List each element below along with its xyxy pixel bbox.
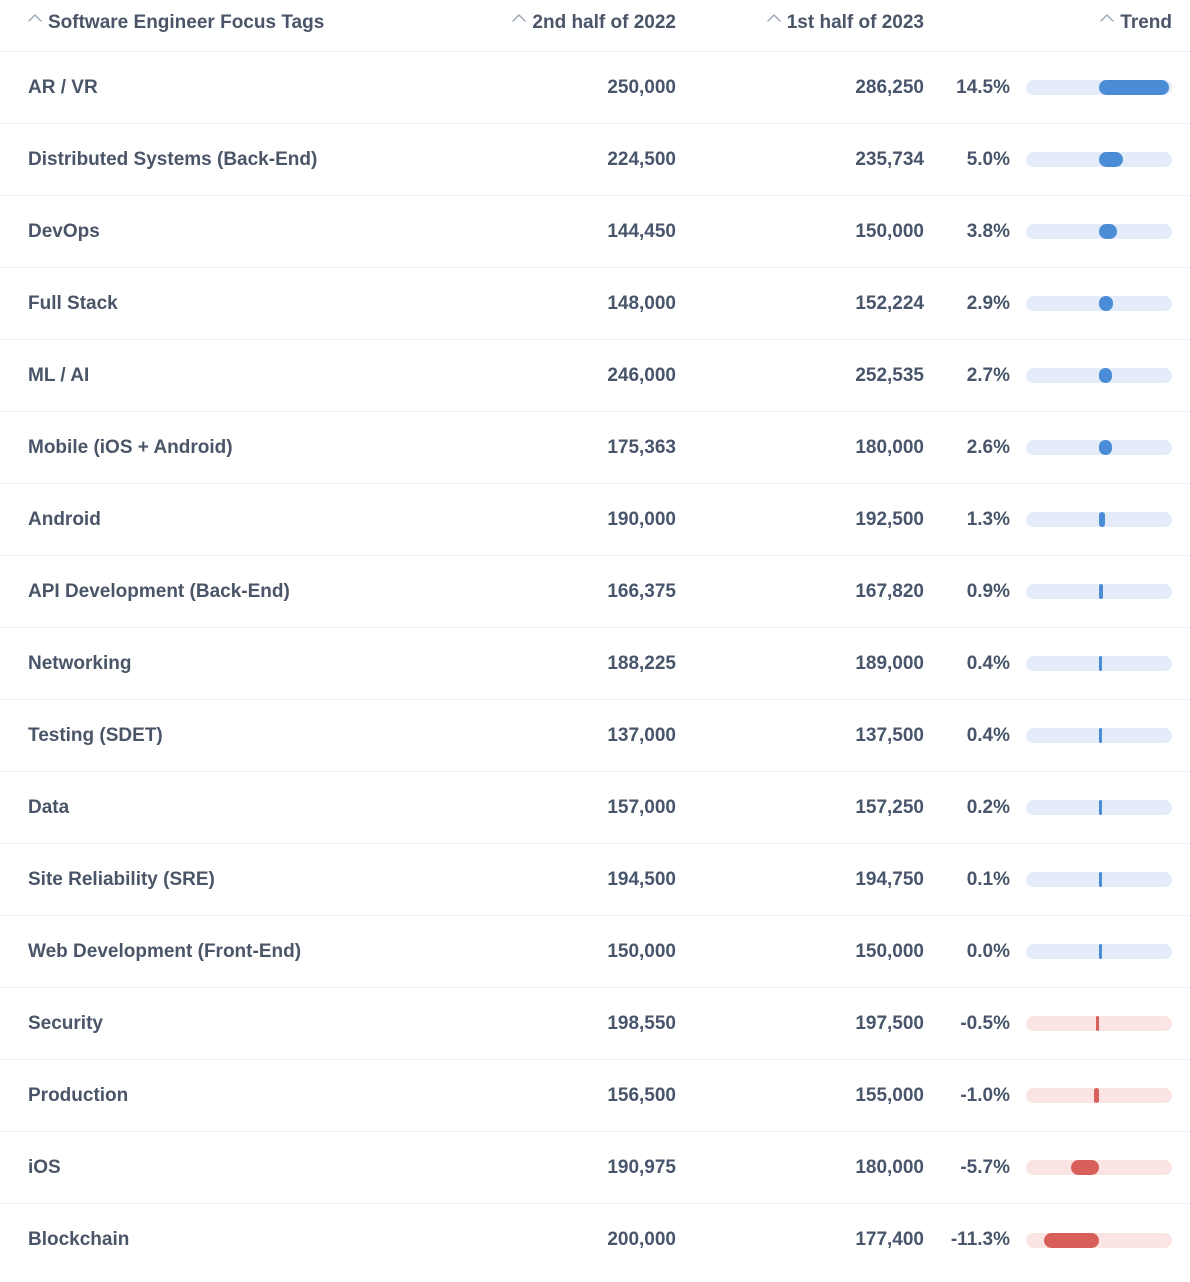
trend-bar-fill — [1099, 440, 1112, 455]
cell-h1-2023: 137,500 — [855, 724, 924, 746]
cell-trend — [924, 437, 1172, 459]
column-header-h2-2022-label: 2nd half of 2022 — [532, 12, 676, 33]
cell-h1-2023: 167,820 — [855, 580, 924, 602]
trend-bar-fill — [1099, 512, 1105, 527]
trend-bar — [1026, 440, 1172, 455]
cell-focus-tag: Distributed Systems (Back-End) — [28, 148, 318, 170]
trend-bar-fill — [1094, 1088, 1099, 1103]
cell-focus-tag: ML / AI — [28, 364, 90, 386]
trend-bar-fill — [1099, 224, 1117, 239]
trend-percent: 0.0% — [966, 940, 1010, 962]
trend-percent: 0.4% — [966, 652, 1010, 674]
cell-focus-tag: Data — [28, 796, 70, 818]
cell-h1-2023: 150,000 — [855, 940, 924, 962]
trend-bar-fill — [1099, 80, 1169, 95]
cell-h2-2022: 150,000 — [607, 940, 676, 962]
trend-bar — [1026, 1088, 1172, 1103]
cell-h1-2023: 252,535 — [855, 364, 924, 386]
cell-trend — [924, 149, 1172, 171]
trend-percent: 0.4% — [966, 724, 1010, 746]
cell-h2-2022: 198,550 — [607, 1012, 676, 1034]
cell-h2-2022: 166,375 — [607, 580, 676, 602]
table-row[interactable] — [0, 52, 1190, 124]
cell-focus-tag: Blockchain — [28, 1229, 130, 1250]
table-row[interactable] — [0, 916, 1190, 988]
column-header-trend[interactable] — [924, 0, 1172, 34]
cell-trend — [924, 581, 1172, 603]
cell-h2-2022: 137,000 — [607, 724, 676, 746]
sort-ascending-icon[interactable] — [512, 13, 526, 22]
table-row[interactable] — [0, 484, 1190, 556]
trend-bar-fill — [1071, 1160, 1099, 1175]
trend-bar — [1026, 944, 1172, 959]
cell-h1-2023: 177,400 — [855, 1229, 924, 1250]
sort-ascending-icon[interactable] — [1100, 13, 1114, 22]
table-row[interactable] — [0, 268, 1190, 340]
column-header-h2-2022[interactable] — [428, 0, 676, 34]
trend-bar-fill — [1099, 584, 1103, 599]
cell-h1-2023: 180,000 — [855, 1156, 924, 1178]
cell-h2-2022: 175,363 — [607, 436, 676, 458]
trend-percent: 14.5% — [956, 76, 1010, 98]
trend-bar — [1026, 80, 1172, 95]
sort-ascending-icon[interactable] — [28, 13, 42, 22]
cell-h2-2022: 157,000 — [607, 796, 676, 818]
trend-bar — [1026, 1016, 1172, 1031]
cell-trend — [924, 653, 1172, 675]
cell-h2-2022: 188,225 — [607, 652, 676, 674]
trend-percent: 2.7% — [966, 364, 1010, 386]
cell-h1-2023: 192,500 — [855, 508, 924, 530]
cell-h1-2023: 150,000 — [855, 220, 924, 242]
trend-bar-fill — [1099, 152, 1123, 167]
trend-bar — [1026, 1160, 1172, 1175]
table-row[interactable] — [0, 988, 1190, 1060]
cell-trend — [924, 293, 1172, 315]
trend-bar — [1026, 152, 1172, 167]
cell-h2-2022: 144,450 — [607, 220, 676, 242]
trend-bar — [1026, 296, 1172, 311]
cell-trend — [924, 1229, 1172, 1251]
cell-h1-2023: 189,000 — [855, 652, 924, 674]
trend-percent: 3.8% — [966, 220, 1010, 242]
cell-focus-tag: Mobile (iOS + Android) — [28, 436, 233, 458]
cell-trend — [924, 941, 1172, 963]
trend-percent: -11.3% — [950, 1229, 1010, 1250]
trend-bar — [1026, 368, 1172, 383]
table-row[interactable] — [0, 556, 1190, 628]
trend-percent: 0.9% — [966, 580, 1010, 602]
table-row[interactable] — [0, 772, 1190, 844]
table-row[interactable] — [0, 412, 1190, 484]
cell-trend — [924, 221, 1172, 243]
trend-percent: 1.3% — [966, 508, 1010, 530]
trend-bar — [1026, 656, 1172, 671]
cell-trend — [924, 365, 1172, 387]
table-row[interactable] — [0, 196, 1190, 268]
cell-h2-2022: 250,000 — [607, 76, 676, 98]
trend-bar-fill — [1044, 1233, 1099, 1248]
sort-ascending-icon[interactable] — [767, 13, 781, 22]
cell-focus-tag: iOS — [28, 1156, 61, 1178]
cell-h2-2022: 190,000 — [607, 508, 676, 530]
table-row[interactable] — [0, 1132, 1190, 1204]
cell-h2-2022: 156,500 — [607, 1084, 676, 1106]
trend-bar-fill — [1096, 1016, 1099, 1031]
cell-h2-2022: 246,000 — [607, 364, 676, 386]
trend-percent: -5.7% — [960, 1156, 1010, 1178]
cell-trend — [924, 509, 1172, 531]
cell-focus-tag: Testing (SDET) — [28, 724, 163, 746]
cell-focus-tag: Full Stack — [28, 292, 118, 314]
trend-bar-fill — [1099, 800, 1102, 815]
cell-trend — [924, 869, 1172, 891]
table-row[interactable] — [0, 340, 1190, 412]
trend-bar-fill — [1099, 872, 1102, 887]
cell-focus-tag: Networking — [28, 652, 132, 674]
trend-bar-fill — [1099, 296, 1113, 311]
cell-h1-2023: 157,250 — [855, 796, 924, 818]
cell-h1-2023: 235,734 — [855, 148, 924, 170]
cell-trend — [924, 725, 1172, 747]
cell-focus-tag: Web Development (Front-End) — [28, 940, 302, 962]
cell-focus-tag: Security — [28, 1012, 103, 1034]
trend-bar — [1026, 584, 1172, 599]
table-row[interactable] — [0, 700, 1190, 772]
cell-h2-2022: 200,000 — [607, 1229, 676, 1250]
cell-trend — [924, 797, 1172, 819]
trend-bar — [1026, 512, 1172, 527]
cell-trend — [924, 1157, 1172, 1179]
column-header-focus-tags-label: Software Engineer Focus Tags — [48, 12, 325, 33]
cell-focus-tag: AR / VR — [28, 76, 98, 98]
cell-h1-2023: 194,750 — [855, 868, 924, 890]
trend-percent: 2.6% — [966, 436, 1010, 458]
trend-bar — [1026, 872, 1172, 887]
cell-h1-2023: 155,000 — [855, 1084, 924, 1106]
trend-bar — [1026, 224, 1172, 239]
table-row[interactable] — [0, 628, 1190, 700]
trend-bar — [1026, 800, 1172, 815]
cell-trend — [924, 77, 1172, 99]
table-row[interactable] — [0, 124, 1190, 196]
cell-h2-2022: 224,500 — [607, 148, 676, 170]
column-header-focus-tags[interactable] — [28, 0, 428, 34]
cell-h2-2022: 190,975 — [607, 1156, 676, 1178]
cell-h1-2023: 180,000 — [855, 436, 924, 458]
cell-h1-2023: 197,500 — [855, 1012, 924, 1034]
cell-h2-2022: 148,000 — [607, 292, 676, 314]
cell-focus-tag: Site Reliability (SRE) — [28, 868, 215, 890]
table-row[interactable] — [0, 1060, 1190, 1132]
cell-h1-2023: 286,250 — [855, 76, 924, 98]
column-header-h1-2023-label: 1st half of 2023 — [786, 12, 924, 33]
cell-trend — [924, 1013, 1172, 1035]
trend-percent: -0.5% — [960, 1012, 1010, 1034]
cell-h1-2023: 152,224 — [855, 292, 924, 314]
trend-bar — [1026, 1233, 1172, 1248]
trend-percent: 5.0% — [966, 148, 1010, 170]
trend-percent: 0.2% — [966, 796, 1010, 818]
cell-trend — [924, 1085, 1172, 1107]
table-row[interactable] — [0, 844, 1190, 916]
cell-focus-tag: DevOps — [28, 220, 100, 242]
trend-bar-fill — [1099, 728, 1102, 743]
cell-focus-tag: API Development (Back-End) — [28, 580, 290, 602]
table-header-row — [0, 0, 1190, 52]
column-header-h1-2023[interactable] — [676, 0, 924, 34]
cell-focus-tag: Android — [28, 508, 101, 530]
table-row[interactable] — [0, 1204, 1190, 1276]
table-body — [0, 52, 1190, 1276]
trend-percent: -1.0% — [960, 1084, 1010, 1106]
column-header-trend-label: Trend — [1120, 12, 1172, 33]
cell-focus-tag: Production — [28, 1084, 129, 1106]
trend-percent: 0.1% — [966, 868, 1010, 890]
trend-bar-fill — [1099, 656, 1102, 671]
trend-percent: 2.9% — [966, 292, 1010, 314]
cell-h2-2022: 194,500 — [607, 868, 676, 890]
trend-bar — [1026, 728, 1172, 743]
trend-bar-fill — [1099, 368, 1112, 383]
trend-bar-fill — [1099, 944, 1102, 959]
